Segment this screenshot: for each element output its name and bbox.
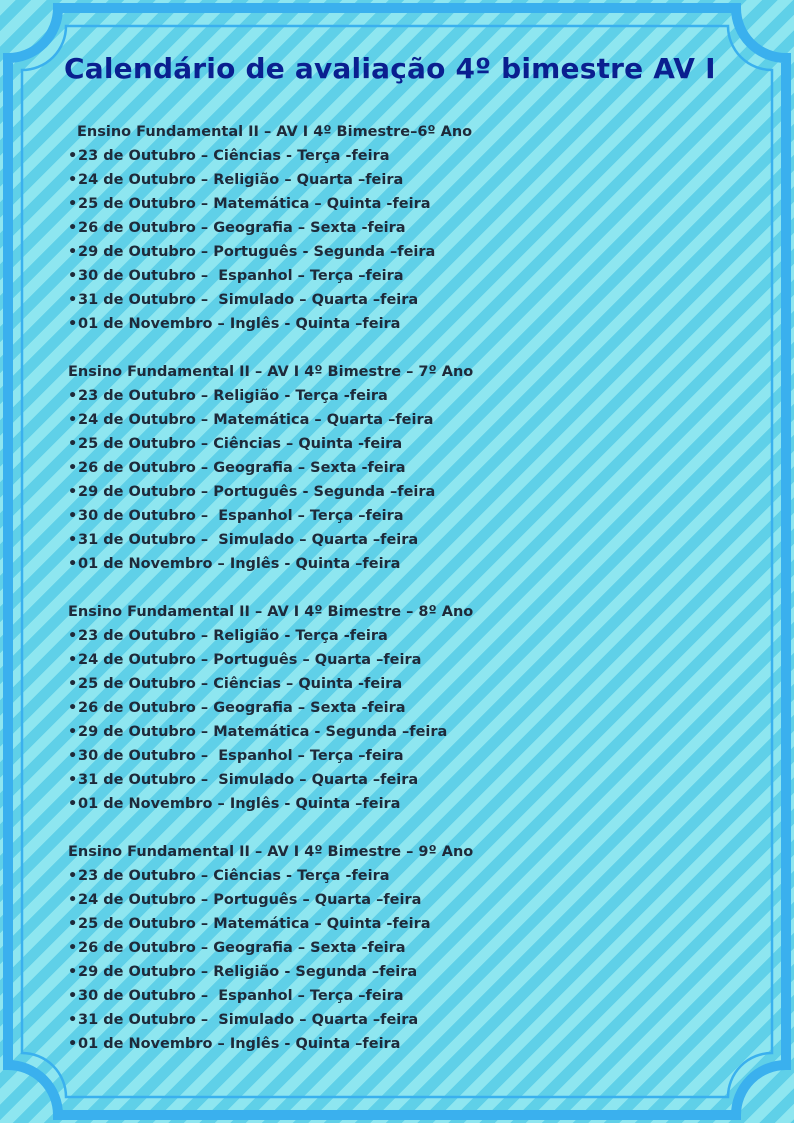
list-item — [68, 432, 728, 456]
list-item-text: 24 de Outubro – Religião – Quarta –feira — [78, 172, 404, 188]
bullet: • — [68, 700, 78, 716]
bullet: • — [68, 628, 78, 644]
bullet: • — [68, 892, 78, 908]
list-item-text: 24 de Outubro – Matemática – Quarta –feira — [78, 412, 434, 428]
list-item-text: 01 de Novembro – Inglês - Quinta –feira — [78, 316, 401, 332]
list-item — [68, 552, 728, 576]
bullet: • — [68, 1036, 78, 1052]
bullet: • — [68, 988, 78, 1004]
list-item — [68, 528, 728, 552]
section-heading: Ensino Fundamental II – AV I 4º Bimestre – 9º Ano — [68, 844, 474, 860]
list-item-text: 01 de Novembro – Inglês - Quinta –feira — [78, 556, 401, 572]
list-item — [68, 384, 728, 408]
list-item — [68, 792, 728, 816]
list-item — [68, 480, 728, 504]
bullet: • — [68, 748, 78, 764]
list-item — [68, 504, 728, 528]
section-heading: Ensino Fundamental II – AV I 4º Bimestre – 7º Ano — [68, 364, 474, 380]
list-item — [68, 648, 728, 672]
bullet: • — [68, 940, 78, 956]
list-item-text: 29 de Outubro – Português - Segunda –feira — [78, 484, 436, 500]
list-item — [68, 264, 728, 288]
list-item-text: 25 de Outubro – Matemática – Quinta -feira — [78, 196, 431, 212]
list-item-text: 30 de Outubro – Espanhol – Terça –feira — [78, 268, 404, 284]
bullet: • — [68, 676, 78, 692]
bullet: • — [68, 916, 78, 932]
section-7th-grade — [68, 360, 728, 576]
bullet: • — [68, 556, 78, 572]
bullet: • — [68, 172, 78, 188]
bullet: • — [68, 532, 78, 548]
bullet: • — [68, 796, 78, 812]
bullet: • — [68, 508, 78, 524]
bullet: • — [68, 268, 78, 284]
bullet: • — [68, 436, 78, 452]
list-item-text: 01 de Novembro – Inglês - Quinta –feira — [78, 1036, 401, 1052]
list-item — [68, 144, 728, 168]
list-item — [68, 672, 728, 696]
section-8th-grade — [68, 600, 728, 816]
list-item — [68, 720, 728, 744]
exam-list — [68, 624, 728, 816]
list-item-text: 23 de Outubro – Religião - Terça -feira — [78, 388, 388, 404]
list-item-text: 24 de Outubro – Português – Quarta –feira — [78, 892, 422, 908]
section-6th-grade — [68, 120, 728, 336]
list-item — [68, 168, 728, 192]
list-item-text: 23 de Outubro – Ciências - Terça -feira — [78, 148, 390, 164]
list-item — [68, 408, 728, 432]
list-item-text: 31 de Outubro – Simulado – Quarta –feira — [78, 772, 419, 788]
list-item — [68, 768, 728, 792]
list-item-text: 25 de Outubro – Matemática – Quinta -feira — [78, 916, 431, 932]
section-heading: Ensino Fundamental II – AV I 4º Bimestre – 8º Ano — [68, 604, 474, 620]
list-item — [68, 192, 728, 216]
list-item-text: 30 de Outubro – Espanhol – Terça –feira — [78, 988, 404, 1004]
list-item-text: 26 de Outubro – Geografia – Sexta -feira — [78, 940, 406, 956]
list-item-text: 29 de Outubro – Matemática - Segunda –feira — [78, 724, 448, 740]
list-item-text: 01 de Novembro – Inglês - Quinta –feira — [78, 796, 401, 812]
bullet: • — [68, 196, 78, 212]
section-9th-grade — [68, 840, 728, 1056]
list-item — [68, 1032, 728, 1056]
list-item-text: 24 de Outubro – Português – Quarta –feira — [78, 652, 422, 668]
list-item — [68, 960, 728, 984]
bullet: • — [68, 460, 78, 476]
list-item-text: 29 de Outubro – Português - Segunda –feira — [78, 244, 436, 260]
list-item-text: 25 de Outubro – Ciências – Quinta -feira — [78, 676, 403, 692]
bullet: • — [68, 772, 78, 788]
bullet: • — [68, 964, 78, 980]
list-item-text: 26 de Outubro – Geografia – Sexta -feira — [78, 460, 406, 476]
list-item-text: 23 de Outubro – Ciências - Terça -feira — [78, 868, 390, 884]
bullet: • — [68, 412, 78, 428]
list-item — [68, 1008, 728, 1032]
section-heading: Ensino Fundamental II – AV I 4º Bimestre–6º Ano — [77, 124, 473, 140]
list-item-text: 29 de Outubro – Religião - Segunda –feira — [78, 964, 418, 980]
bullet: • — [68, 244, 78, 260]
bullet: • — [68, 868, 78, 884]
list-item — [68, 864, 728, 888]
list-item-text: 30 de Outubro – Espanhol – Terça –feira — [78, 748, 404, 764]
list-item-text: 31 de Outubro – Simulado – Quarta –feira — [78, 1012, 419, 1028]
list-item — [68, 696, 728, 720]
list-item — [68, 240, 728, 264]
list-item-text: 31 de Outubro – Simulado – Quarta –feira — [78, 532, 419, 548]
exam-list — [68, 864, 728, 1056]
list-item — [68, 912, 728, 936]
bullet: • — [68, 148, 78, 164]
list-item-text: 30 de Outubro – Espanhol – Terça –feira — [78, 508, 404, 524]
list-item-text: 25 de Outubro – Ciências – Quinta -feira — [78, 436, 403, 452]
list-item — [68, 288, 728, 312]
list-item — [68, 744, 728, 768]
bullet: • — [68, 316, 78, 332]
list-item-text: 26 de Outubro – Geografia – Sexta -feira — [78, 700, 406, 716]
calendar-content — [68, 120, 728, 1080]
bullet: • — [68, 724, 78, 740]
exam-list — [68, 384, 728, 576]
bullet: • — [68, 388, 78, 404]
list-item — [68, 984, 728, 1008]
exam-list — [68, 144, 728, 336]
list-item — [68, 624, 728, 648]
bullet: • — [68, 292, 78, 308]
list-item-text: 31 de Outubro – Simulado – Quarta –feira — [78, 292, 419, 308]
list-item — [68, 216, 728, 240]
list-item — [68, 888, 728, 912]
page-title: Calendário de avaliação 4º bimestre AV I — [64, 52, 716, 85]
bullet: • — [68, 484, 78, 500]
list-item — [68, 936, 728, 960]
bullet: • — [68, 1012, 78, 1028]
list-item-text: 23 de Outubro – Religião - Terça -feira — [78, 628, 388, 644]
list-item — [68, 312, 728, 336]
list-item-text: 26 de Outubro – Geografia – Sexta -feira — [78, 220, 406, 236]
bullet: • — [68, 220, 78, 236]
bullet: • — [68, 652, 78, 668]
list-item — [68, 456, 728, 480]
